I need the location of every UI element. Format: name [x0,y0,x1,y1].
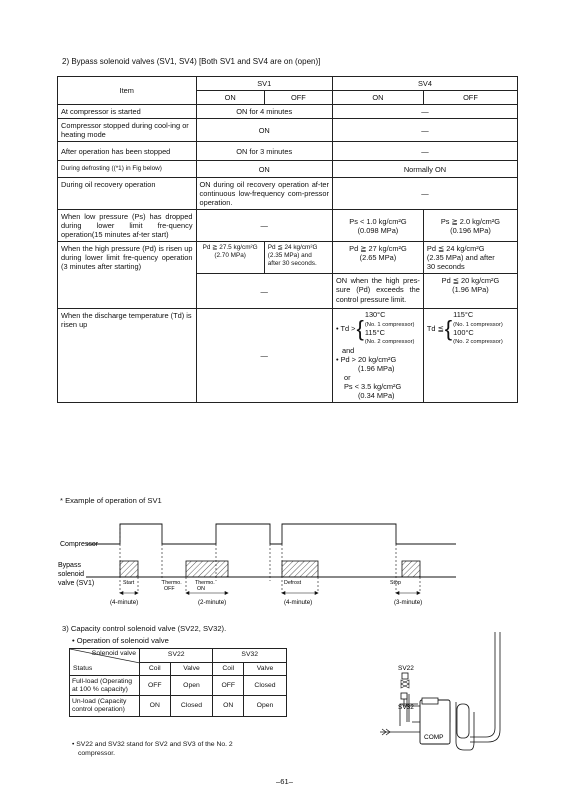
duration-label-1: (4-minute) [110,599,139,606]
row-item: When low pressure (Ps) has dropped during lower limit fre-quency operation(15 minutes af-ter start) [58,210,197,242]
sv1-on-pulse-start [120,561,138,577]
cell-line: after 30 seconds. [267,259,317,267]
sv1-cell: ON [196,119,332,142]
sv1-timing-diagram [56,515,476,615]
duration-label-4: (3-minute) [394,599,423,606]
footnote-line2: compressor. [78,749,116,757]
value-cell: Open [170,676,213,696]
header-sv4: SV4 [332,77,517,91]
cell-line: (1.96 MPa) [452,285,489,295]
sv1-cell: ON for 3 minutes [196,142,332,161]
sv1-cell: ON for 4 minutes [196,105,332,119]
compressor-signal [86,524,456,544]
table-row [58,105,518,119]
event-start-label: Start [123,580,135,586]
pd-condition: • Pd > 20 kg/cm²G [335,354,397,364]
bypass-label-line3: valve (SV1) [58,580,95,587]
sv1-off-cell [264,242,332,274]
table-row [58,309,518,403]
row-item: At compressor is started [58,105,197,119]
sv4-off-cell [423,274,517,309]
value-cell: ON [140,696,171,716]
row-item: During defrosting ((*1) in Fig below) [58,161,197,178]
value-cell: ON [213,696,244,716]
duration-label-3: (4-minute) [284,599,313,606]
ps-condition: Ps < 3.5 kg/cm²G [343,381,402,391]
sv22-label: SV22 [398,665,414,672]
td-lead: Td ≦ [426,324,444,334]
table-row [58,242,518,274]
compressor-note: (No. 2 compressor) [453,339,503,346]
sv4-cell: — [332,178,517,210]
comp-label: COMP [424,734,444,741]
sv4-cell: — [332,105,517,119]
header-sv22: SV22 [140,649,213,663]
header-sv32: SV32 [213,649,287,663]
header-sv1-on: ON [196,91,264,105]
header-sv4-off: OFF [423,91,517,105]
sv1-cell: — [196,274,332,309]
sv4-on-cell [332,210,423,242]
header-coil: Coil [213,662,244,676]
sv1-cell: — [196,309,332,403]
temp-value: 115°C [364,327,385,337]
sv1-on-pulse-thermo [186,561,228,577]
sv4-cell: — [332,142,517,161]
page-number: –61– [276,777,293,786]
table-row [58,161,518,178]
header-sv1: SV1 [196,77,332,91]
section-2-title: 2) Bypass solenoid valves (SV1, SV4) [Both SV1 and SV4 are on (open)] [62,57,321,66]
header-valve: Valve [244,662,287,676]
example-title: * Example of operation of SV1 [60,496,162,505]
status-full-load: Full-load (Operating at 100 % capacity) [70,676,140,696]
pipe-right-outer [470,632,500,742]
corner-cell [70,649,140,676]
temp-value: 130°C [364,310,386,320]
event-thermo-on-line1: Thermo. [195,580,215,586]
footnote [72,741,302,759]
sv22-valve-icon [402,673,408,679]
bypass-label-line2: solenoid [58,571,85,578]
table-header-row [58,77,518,91]
event-thermo-on-line2: ON [197,586,205,592]
cell-line: Pd ≧ 27.5 kg/cm²G [202,244,258,252]
row-item: Compressor stopped during cool-ing or heating mode [58,119,197,142]
compressor-label: Compressor [60,541,99,548]
temp-value: 115°C [453,310,474,320]
compressor-note: (No. 1 compressor) [364,321,415,328]
table-row [58,210,518,242]
sv4-off-cell [423,210,517,242]
value-cell: Closed [244,676,287,696]
value-cell: OFF [213,676,244,696]
cell-line: Pd ≦ 20 kg/cm²G [441,276,500,286]
corner-top-label: Solenoid valve [91,650,136,657]
td-off-condition [427,311,503,345]
table-row [58,142,518,161]
sv4-off-cell [423,309,517,403]
temp-value: 100°C [453,327,474,337]
sv22-valve-body-icon [401,680,409,688]
sv1-cell: ON during oil recovery operation af-ter continuous low-frequency com-pressor operation. [196,178,332,210]
cell-line: Ps < 1.0 kg/cm²G [349,216,407,226]
cell-line: (2.35 MPa) and after [426,253,495,263]
compressor-note: (No. 2 compressor) [364,339,415,346]
value-cell: Closed [170,696,213,716]
brace-glyph: { [444,315,453,341]
sv1-on-cell [196,242,264,274]
td-values [453,311,503,345]
event-stop-label: Stop [390,580,401,586]
piping-diagram [360,632,520,757]
sv1-on-pulse-stop [402,561,420,577]
connector-and: and [341,345,355,355]
sv32-valve-icon [401,693,407,699]
sv4-on-cell [332,309,423,403]
ps-condition-mpa: (0.34 MPa) [357,390,395,400]
cell-line: Pd ≦ 24 kg/cm²G [426,244,485,254]
sv32-label: SV32 [398,704,414,711]
sv4-on-cell: ON when the high pres-sure (Pd) exceeds the control pressure limit. [332,274,423,309]
footnote-line1: • SV22 and SV32 stand for SV2 and SV3 of the No. 2 [72,741,233,748]
cell-line: (2.70 MPa) [214,252,246,260]
status-unload: Un-load (Capacity control operation) [70,696,140,716]
table-row [58,178,518,210]
event-defrost-label: Defrost [284,580,302,586]
header-item: Item [58,77,197,105]
cell-line: Pd ≧ 27 kg/cm²G [349,244,407,254]
bypass-label-line1: Bypass [58,562,81,569]
sv1-cell: — [196,210,332,242]
td-values [365,311,415,345]
table-header-row [70,649,287,663]
cell-line: (0.196 MPa) [450,225,491,235]
sv1-cell: ON [196,161,332,178]
cell-line: Pd ≦ 24 kg/cm²G [267,244,318,252]
header-coil: Coil [140,662,171,676]
section-3-title: 3) Capacity control solenoid valve (SV22, SV32). [62,624,227,633]
sv4-off-cell [423,242,517,274]
sv4-on-cell [332,242,423,274]
row-item: When the discharge temperature (Td) is risen up [58,309,197,403]
event-thermo-off-line2: OFF [164,586,175,592]
row-item: After operation has been stopped [58,142,197,161]
header-valve: Valve [170,662,213,676]
cell-line: (0.098 MPa) [357,225,399,235]
capacity-valve-table [69,648,287,717]
corner-bottom-label: Status [73,664,93,672]
cell-line: (2.35 MPa) and [267,252,312,260]
value-cell: Open [244,696,287,716]
duration-label-2: (2-minute) [198,599,227,606]
sv1-on-pulse-defrost [282,561,318,577]
header-sv1-off: OFF [264,91,332,105]
accumulator-body [457,704,469,738]
cell-line: (2.65 MPa) [359,253,397,263]
connector-or: or [343,372,351,382]
table-row [58,119,518,142]
row-item: During oil recovery operation [58,178,197,210]
cell-line: Ps ≧ 2.0 kg/cm²G [440,216,501,226]
section-3-subtitle: • Operation of solenoid valve [72,636,169,645]
sv4-cell: Normally ON [332,161,517,178]
brace-glyph: { [356,315,364,341]
header-sv4-on: ON [332,91,423,105]
bypass-valve-table [57,76,518,403]
compressor-note: (No. 1 compressor) [453,321,503,328]
sv4-cell: — [332,119,517,142]
pd-condition-mpa: (1.96 MPa) [357,363,395,373]
table-row [70,676,287,696]
compressor-head [422,698,438,704]
td-condition [336,311,414,345]
row-item: When the high pressure (Pd) is risen up during lower limit fre-quency operation (3 minutes after starting) [58,242,197,309]
value-cell: OFF [140,676,171,696]
td-lead: • Td > [335,324,356,334]
table-row [70,696,287,716]
event-thermo-off-line1: Thermo. [162,580,182,586]
cell-line: 30 seconds [426,262,465,272]
